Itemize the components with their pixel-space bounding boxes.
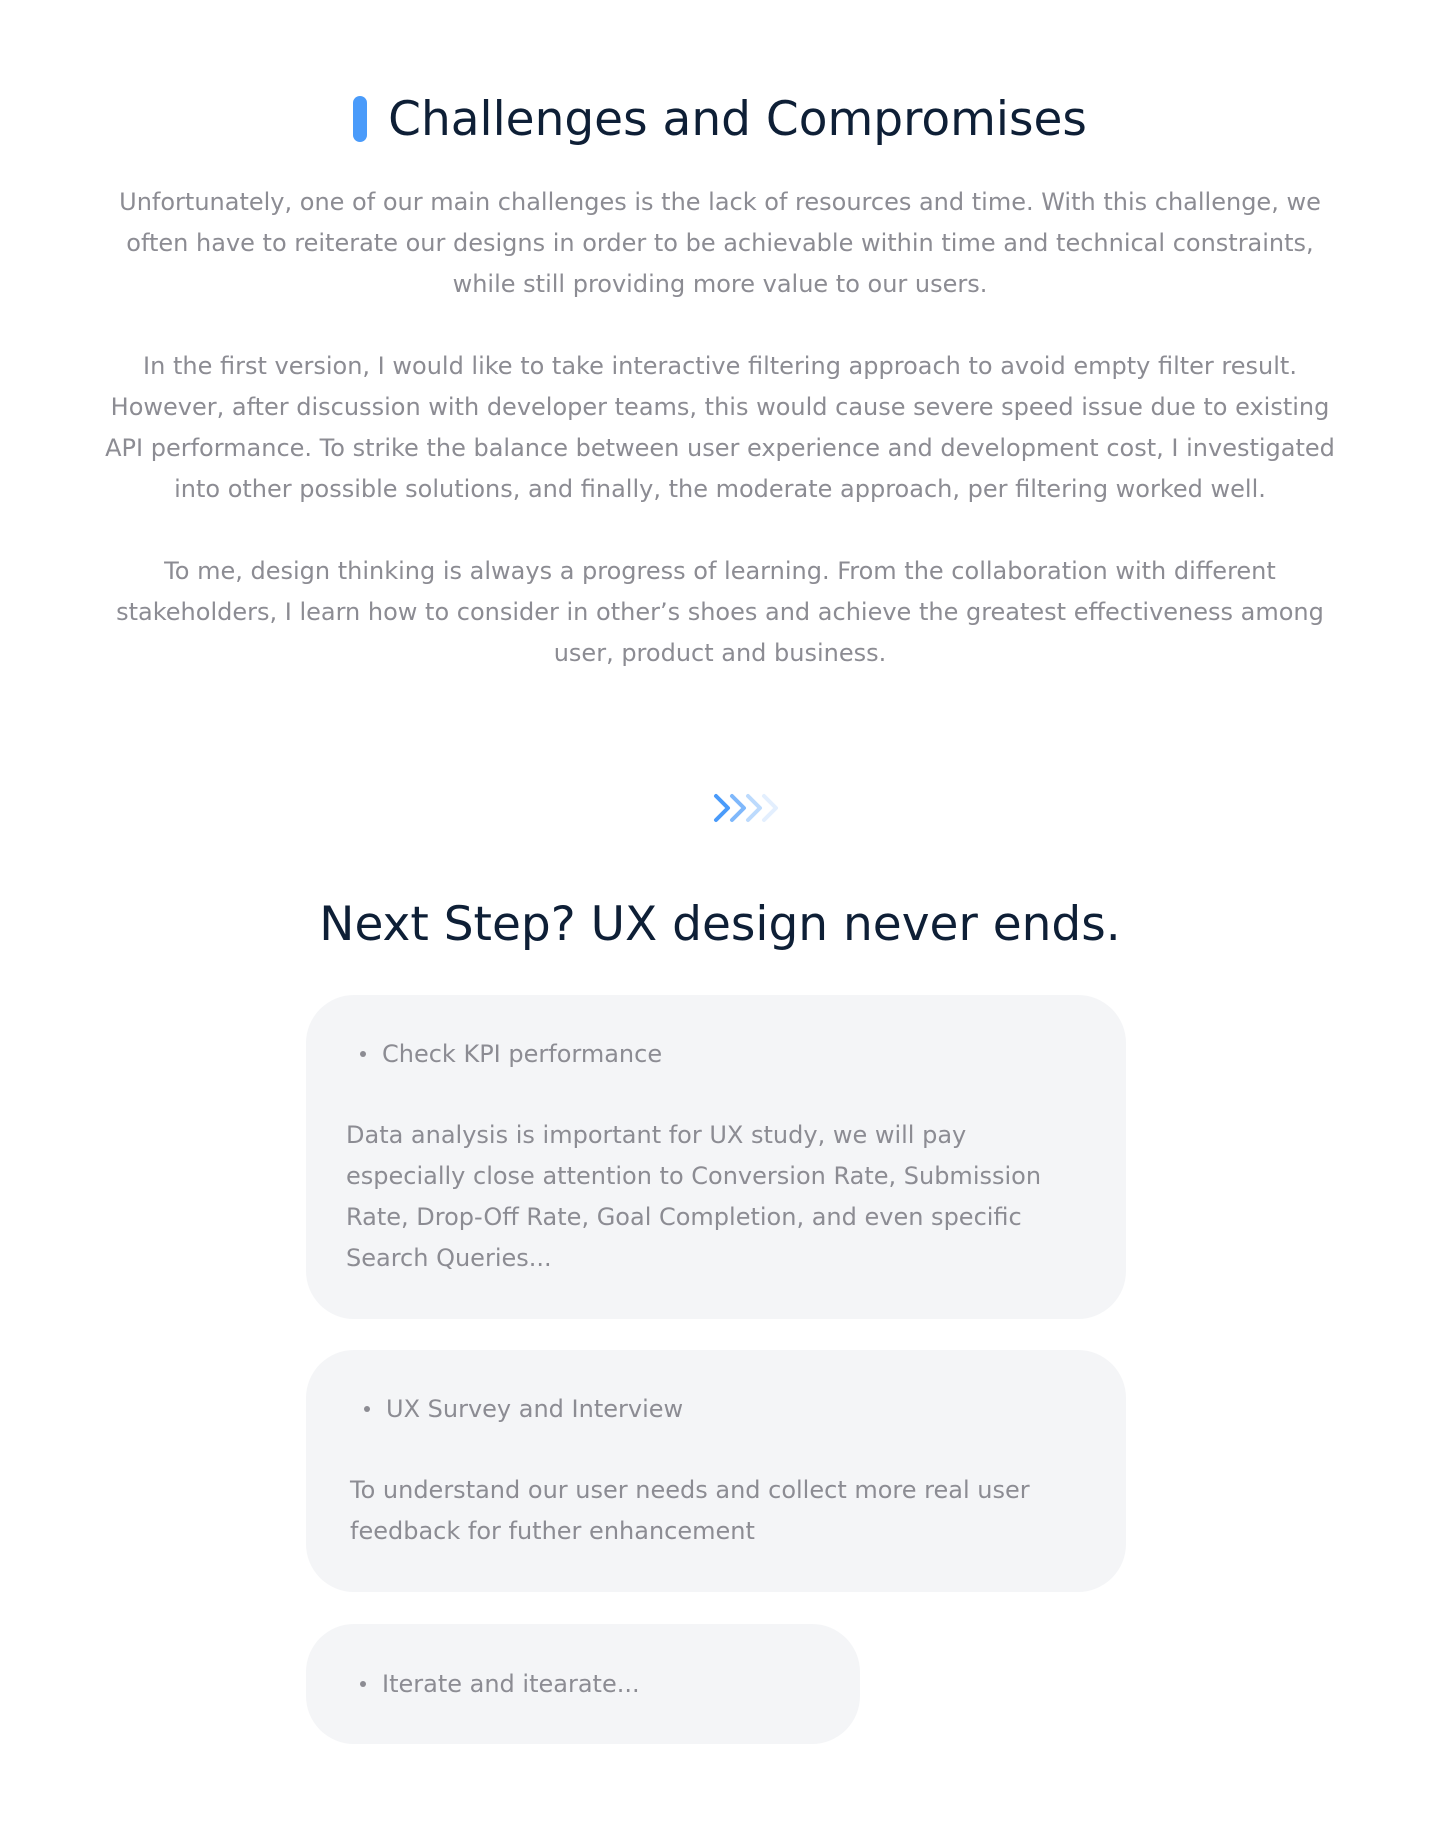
paragraph: To me, design thinking is always a progress of learning. From the collaboration with different stakeholders, I learn how to consider in other’s shoes and achieve the greatest effectiveness among user, product and business. xyxy=(116,557,1324,667)
bullet-icon xyxy=(360,1051,366,1057)
challenges-heading xyxy=(0,88,1440,150)
next-step-card xyxy=(306,1350,1126,1592)
card-heading xyxy=(364,1389,683,1429)
next-step-card xyxy=(306,1624,860,1744)
card-body: To understand our user needs and collect more real user feedback for futher enhancement xyxy=(350,1476,1030,1545)
next-step-title: Next Step? UX design never ends. xyxy=(319,897,1121,952)
card-heading-text: Check KPI performance xyxy=(382,1040,663,1068)
chevron-arrows-icon xyxy=(710,788,790,828)
bullet-icon xyxy=(360,1681,366,1687)
section-title: Challenges and Compromises xyxy=(388,91,1087,147)
bullet-icon xyxy=(364,1406,370,1412)
card-heading-text: UX Survey and Interview xyxy=(386,1395,684,1423)
paragraph: In the first version, I would like to take interactive filtering approach to avoid empty filter result. However, after discussion with developer teams, this would cause severe speed issue due to existing API performance. To strike the balance between user experience and development cost, I investigated into other possible solutions, and finally, the moderate approach, per filtering worked well. xyxy=(105,352,1335,503)
card-body: Data analysis is important for UX study, we will pay especially close attention to Conversion Rate, Submission Rate, Drop-Off Rate, Goal Completion, and even specific Search Queries... xyxy=(346,1121,1042,1272)
next-step-card xyxy=(306,995,1126,1319)
card-heading xyxy=(360,1034,662,1074)
paragraph: Unfortunately, one of our main challenges is the lack of resources and time. With this challenge, we often have to reiterate our designs in order to be achievable within time and technical constraints, while still providing more value to our users. xyxy=(119,188,1321,298)
challenges-text xyxy=(100,182,1340,715)
card-heading xyxy=(360,1664,640,1704)
card-heading-text: Iterate and itearate... xyxy=(382,1670,640,1698)
accent-bar xyxy=(353,96,367,142)
